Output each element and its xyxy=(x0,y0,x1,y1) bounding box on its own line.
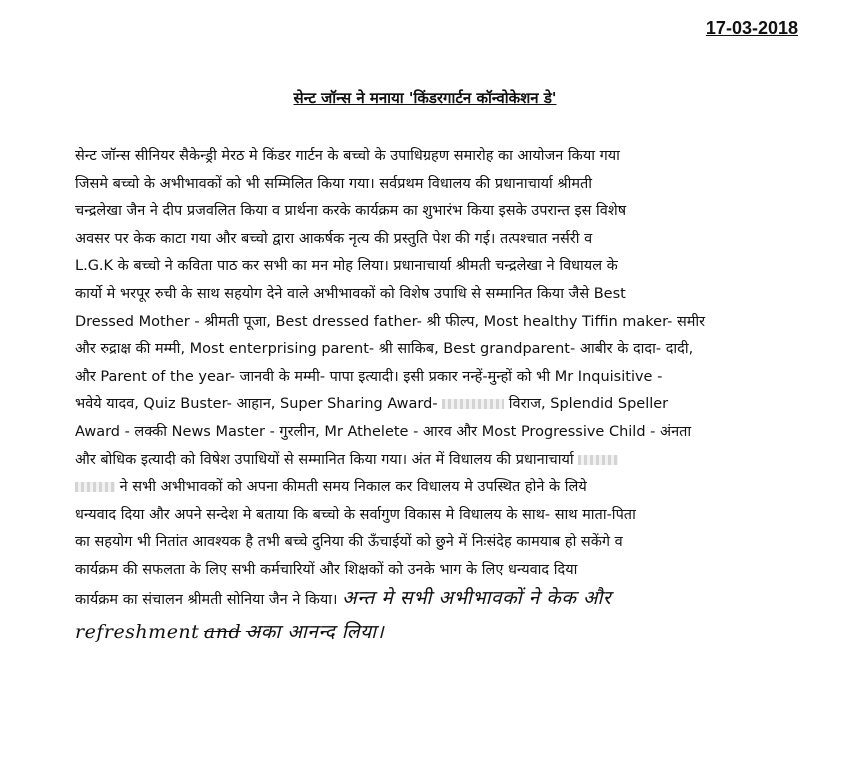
body-line xyxy=(75,474,807,502)
body-text: विराज, Splendid Speller xyxy=(508,396,669,413)
handwritten-line xyxy=(75,614,807,650)
redaction-mark xyxy=(578,455,618,465)
article-body xyxy=(75,143,807,650)
body-line: कार्यो मे भरपूर रुची के साथ सहयोग देने वाले अभीभावकों को विशेष उपाधि से सम्मानित किया जैसे Best xyxy=(75,285,626,302)
body-line: L.G.K के बच्चो ने कविता पाठ कर सभी का मन मोह लिया। प्रधानाचार्या श्रीमती चन्द्रलेखा ने विधायल के xyxy=(75,258,618,275)
body-line: धन्यवाद दिया और अपने सन्देश मे बताया कि बच्चो के सर्वागुण विकास मे विधालय के साथ- साथ माता-पिता xyxy=(75,506,636,523)
redaction-mark xyxy=(75,482,115,492)
article-title: सेन्ट जॉन्स ने मनाया 'किंडरगार्टन कॉन्वोकेशन डे' xyxy=(293,89,557,107)
handwritten-note: का आनन्द लिया। xyxy=(260,621,385,644)
body-line: Award - लक्की News Master - गुरलीन, Mr Athelete - आरव और Most Progressive Child - अंनता xyxy=(75,423,692,440)
body-text: भवेये यादव, Quiz Buster- आहान, Super Sharing Award- xyxy=(75,396,438,413)
body-line: और Parent of the year- जानवी के मम्मी- पापा इत्यादी। इसी प्रकार नन्हें-मुन्हों को भी Mr Inquisitive - xyxy=(75,368,663,385)
redaction-mark xyxy=(442,399,504,409)
body-line: चन्द्रलेखा जैन ने दीप प्रजवलित किया व प्रार्थना करके कार्यक्रम का शुभारंभ किया इसके उपरान्त इस विशेष xyxy=(75,203,627,220)
handwritten-word: refreshment xyxy=(75,621,200,644)
body-line: कार्यक्रम की सफलता के लिए सभी कर्मचारियों और शिक्षकों को उनके भाग के लिए धन्यवाद दिया xyxy=(75,561,578,578)
body-line: सेन्ट जॉन्स सीनियर सैकेन्ड्री मेरठ मे किंडर गार्टन के बच्चो के उपाधिग्रहण समारोह का आयोजन किया गया xyxy=(75,148,620,164)
body-text: ने सभी अभीभावकों को अपना कीमती समय निकाल कर विधालय मे उपस्थित होने के लिये xyxy=(119,479,587,496)
body-text: और बोधिक इत्यादी को विषेश उपाधियों से सम्मानित किया गया। अंत में विधालय की प्रधानाचार्या xyxy=(75,451,574,468)
struck-word: and xyxy=(203,621,242,644)
handwritten-note: अन्त मे सभी अभीभावकों ने केक और xyxy=(342,586,612,609)
body-line: Dressed Mother - श्रीमती पूजा, Best dressed father- श्री फील्प, Most healthy Tiffin maker- समीर xyxy=(75,313,706,330)
struck-word: अ xyxy=(245,621,261,644)
body-line: और रुद्राक्ष की मम्मी, Most enterprising parent- श्री साकिब, Best grandparent- आबीर के दादा- दादी, xyxy=(75,341,694,358)
body-line xyxy=(75,447,807,475)
document-date: 17-03-2018 xyxy=(705,18,798,38)
body-text: कार्यक्रम का संचालन श्रीमती सोनिया जैन ने किया। xyxy=(75,591,338,608)
body-line: अवसर पर केक काटा गया और बच्चो द्वारा आकर्षक नृत्य की प्रस्तुति पेश की गई। तत्पश्चात नर्सरी व xyxy=(75,230,593,247)
body-line xyxy=(75,585,807,613)
body-line xyxy=(75,391,807,419)
body-line: का सहयोग भी नितांत आवश्यक है तभी बच्चे दुनिया की ऊँचाईयों को छुने में निःसंदेह कामयाब हो सकेंगे व xyxy=(75,534,623,551)
body-line: जिसमे बच्चो के अभीभावकों को भी सम्मिलित किया गया। सर्वप्रथम विधालय की प्रधानाचार्या श्रीमती xyxy=(75,175,593,192)
